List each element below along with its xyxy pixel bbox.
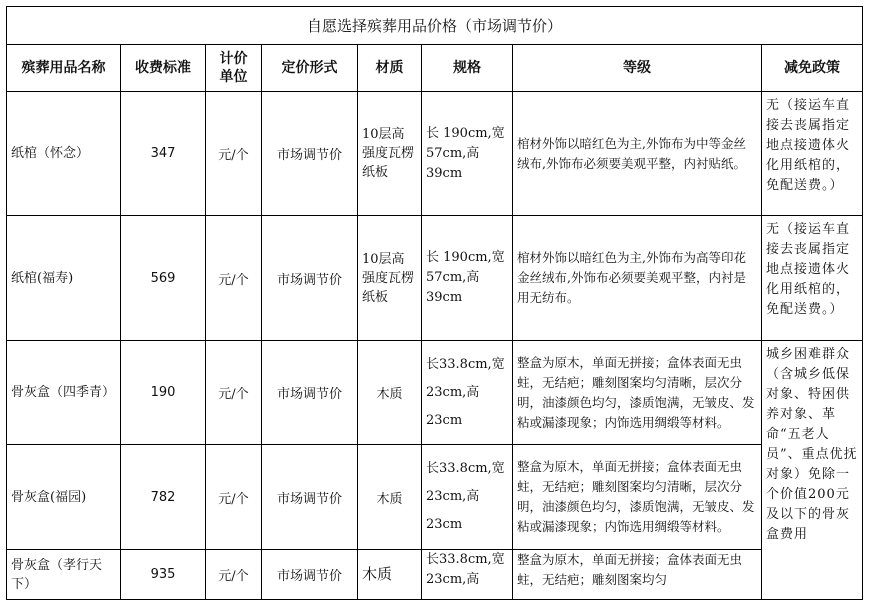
table-row <box>7 550 863 600</box>
header-name: 殡葬用品名称 <box>7 45 121 92</box>
cell-material: 10层高强度瓦楞纸板 <box>358 92 422 216</box>
header-policy: 减免政策 <box>762 45 863 92</box>
cell-name: 纸棺(福寿) <box>7 216 121 341</box>
cell-grade: 棺材外饰以暗红色为主,外饰布为高等印花金丝绒布,外饰布必须要美观平整，内衬是用无纺布。 <box>513 216 762 341</box>
header-row <box>7 45 863 92</box>
cell-spec: 长33.8cm,宽23cm,高23cm <box>422 341 513 445</box>
cell-fee: 347 <box>121 92 206 216</box>
cell-spec: 长33.8cm,宽23cm,高 <box>422 550 513 600</box>
cell-pricing: 市场调节价 <box>262 550 358 600</box>
header-unit: 计价 单位 <box>206 45 262 92</box>
cell-spec: 长33.8cm,宽23cm,高23cm <box>422 445 513 550</box>
cell-spec: 长 190cm,宽 57cm,高39cm <box>422 216 513 341</box>
cell-name: 骨灰盒（四季青） <box>7 341 121 445</box>
cell-fee: 782 <box>121 445 206 550</box>
cell-grade: 整盒为原木，单面无拼接；盒体表面无虫蛀，无结疤；雕刻图案均匀 <box>513 550 762 600</box>
cell-name: 骨灰盒(福园) <box>7 445 121 550</box>
cell-unit: 元/个 <box>206 445 262 550</box>
cell-grade: 整盒为原木，单面无拼接；盒体表面无虫蛀，无结疤；雕刻图案均匀清晰，层次分明，油漆颜色均匀，漆质饱满，无皱皮、发粘或漏漆现象；内饰选用绸缎等材料。 <box>513 341 762 445</box>
cell-material: 木质 <box>358 445 422 550</box>
cell-name: 骨灰盒（孝行天下） <box>7 550 121 600</box>
cell-spec: 长 190cm,宽57cm,高39cm <box>422 92 513 216</box>
cell-grade: 整盒为原木，单面无拼接；盒体表面无虫蛀，无结疤；雕刻图案均匀清晰，层次分明，油漆颜色均匀，漆质饱满，无皱皮、发粘或漏漆现象；内饰选用绸缎等材料。 <box>513 445 762 550</box>
cell-pricing: 市场调节价 <box>262 216 358 341</box>
table-row <box>7 92 863 216</box>
cell-material: 10层高强度瓦楞纸板 <box>358 216 422 341</box>
header-material: 材质 <box>358 45 422 92</box>
cell-material: 木质 <box>358 341 422 445</box>
cell-pricing: 市场调节价 <box>262 341 358 445</box>
table-row <box>7 216 863 341</box>
cell-unit: 元/个 <box>206 216 262 341</box>
cell-pricing: 市场调节价 <box>262 92 358 216</box>
cell-unit: 元/个 <box>206 92 262 216</box>
cell-grade: 棺材外饰以暗红色为主,外饰布为中等金丝绒布,外饰布必须要美观平整，内衬贴纸。 <box>513 92 762 216</box>
cell-pricing: 市场调节价 <box>262 445 358 550</box>
cell-fee: 569 <box>121 216 206 341</box>
header-grade: 等级 <box>513 45 762 92</box>
cell-fee: 935 <box>121 550 206 600</box>
table-row <box>7 445 863 550</box>
header-fee: 收费标准 <box>121 45 206 92</box>
cell-unit: 元/个 <box>206 550 262 600</box>
cell-name: 纸棺（怀念） <box>7 92 121 216</box>
cell-material: 木质 <box>358 550 422 600</box>
price-table <box>6 6 863 600</box>
cell-unit: 元/个 <box>206 341 262 445</box>
cell-policy: 无（接运车直接去丧属指定地点接遗体火化用纸棺的，免配送费。） <box>762 216 863 341</box>
header-spec: 规格 <box>422 45 513 92</box>
cell-policy-merged: 城乡困难群众（含城乡低保对象、特困供养对象、革命“五老人员”、重点优抚对象）免除一个价值200元及以下的骨灰盒费用 <box>762 341 863 600</box>
cell-fee: 190 <box>121 341 206 445</box>
table-title: 自愿选择殡葬用品价格（市场调节价） <box>7 7 863 45</box>
cell-policy: 无（接运车直接去丧属指定地点接遗体火化用纸棺的，免配送费。） <box>762 92 863 216</box>
table-row <box>7 341 863 445</box>
header-pricing: 定价形式 <box>262 45 358 92</box>
